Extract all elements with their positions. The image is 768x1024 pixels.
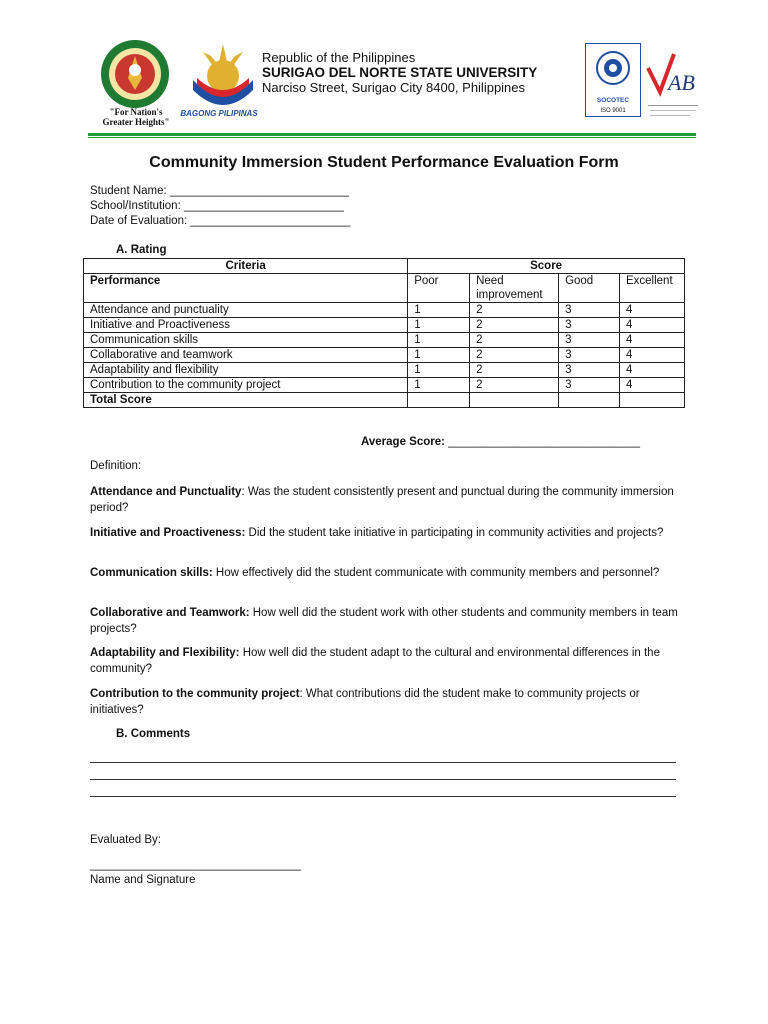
accreditation-icon [644,48,700,98]
header-divider [88,133,696,136]
table-row [84,303,685,318]
score-cell[interactable]: 4 [619,378,684,393]
section-a-heading: A. Rating [116,244,167,256]
socotec-label: SOCOTEC [596,97,630,104]
score-col-excellent: Excellent [619,274,684,303]
row-label: Collaborative and teamwork [84,348,408,363]
student-name-field[interactable]: Student Name: ____________________________ [90,185,349,197]
score-col-need-improvement: Need improvement [470,274,559,303]
definition-label: Definition: [90,460,142,472]
score-cell[interactable]: 3 [559,363,620,378]
score-cell[interactable]: 4 [619,333,684,348]
average-score[interactable] [361,436,640,448]
total-score-label: Total Score [84,393,408,408]
score-cell[interactable]: 2 [470,378,559,393]
name-signature-label: Name and Signature [90,874,196,886]
socotec-icon [586,44,640,92]
definition-attendance [90,484,690,516]
row-label: Attendance and punctuality [84,303,408,318]
definition-adaptability [90,645,690,677]
table-row [84,318,685,333]
header-address: Narciso Street, Surigao City 8400, Philippines [262,80,526,95]
total-cell[interactable] [470,393,559,408]
performance-header: Performance [84,274,408,303]
comment-line[interactable] [90,779,676,780]
definition-collaborative [90,605,690,637]
definition-term: Attendance and Punctuality [90,486,242,498]
definition-term: Communication skills: [90,567,213,579]
definition-text: How effectively did the student communicate with community members and personnel? [212,567,660,579]
total-cell[interactable] [619,393,684,408]
score-col-poor: Poor [408,274,470,303]
definition-text: How well did the student adapt to the cultural and environmental differences in the community? [90,647,660,675]
evaluated-by-label: Evaluated By: [90,834,161,846]
socotec-iso-logo [585,43,641,117]
header-text [262,50,537,95]
score-cell[interactable]: 1 [408,363,470,378]
criteria-header: Criteria [84,259,408,274]
score-cell[interactable]: 2 [470,333,559,348]
average-score-blank[interactable]: ______________________________ [448,436,641,448]
total-cell[interactable] [559,393,620,408]
score-cell[interactable]: 2 [470,363,559,378]
bagong-pilipinas-logo [180,42,266,114]
score-cell[interactable]: 4 [619,363,684,378]
definition-text: How well did the student work with other students and community members in team projects? [90,607,678,635]
score-cell[interactable]: 1 [408,348,470,363]
iso-label: ISO 9001 [600,108,626,114]
bagong-pilipinas-label: BAGONG PILIPINAS [180,109,258,118]
table-row [84,378,685,393]
score-cell[interactable]: 1 [408,303,470,318]
table-row [84,363,685,378]
signature-line[interactable]: _________________________________ [90,859,302,871]
rating-table [83,258,685,408]
form-title: Community Immersion Student Performance Evaluation Form [149,154,619,171]
score-cell[interactable]: 1 [408,333,470,348]
row-label: Adaptability and flexibility [84,363,408,378]
total-row [84,393,685,408]
score-cell[interactable]: 4 [619,348,684,363]
score-cell[interactable]: 1 [408,318,470,333]
row-label: Communication skills [84,333,408,348]
score-cell[interactable]: 4 [619,318,684,333]
motto-line1: "For Nation's [109,107,163,117]
ukas-logo [644,48,700,112]
row-label: Initiative and Proactiveness [84,318,408,333]
comment-line[interactable] [90,762,676,763]
motto [92,107,180,127]
score-col-good: Good [559,274,620,303]
score-cell[interactable]: 3 [559,303,620,318]
date-field[interactable]: Date of Evaluation: _________________________ [90,215,351,227]
definition-term: Initiative and Proactiveness: [90,527,246,539]
total-cell[interactable] [408,393,470,408]
score-cell[interactable]: 2 [470,348,559,363]
motto-line2: Greater Heights" [102,117,170,127]
score-header: Score [408,259,685,274]
definition-initiative [90,525,690,541]
definition-communication [90,565,690,581]
section-b-heading: B. Comments [116,728,191,740]
definition-text: : What contributions did the student make to community projects or initiatives? [90,688,640,716]
header-divider-thin [88,137,696,138]
definition-text: Did the student take initiative in participating in community activities and projects? [245,527,664,539]
table-row [84,348,685,363]
score-cell[interactable]: 3 [559,333,620,348]
table-row [84,333,685,348]
row-label: Contribution to the community project [84,378,408,393]
score-cell[interactable]: 3 [559,348,620,363]
definition-text: : Was the student consistently present and punctual during the community immersion period? [90,486,674,514]
score-cell[interactable]: 3 [559,318,620,333]
score-cell[interactable]: 1 [408,378,470,393]
definition-contribution [90,686,690,718]
score-cell[interactable]: 3 [559,378,620,393]
score-cell[interactable]: 4 [619,303,684,318]
school-field[interactable]: School/Institution: _________________________ [90,200,344,212]
average-score-label: Average Score: [361,436,445,448]
comment-line[interactable] [90,796,676,797]
ukas-mark: AB [668,70,695,95]
definition-term: Adaptability and Flexibility: [90,647,240,659]
header-republic: Republic of the Philippines [262,50,416,65]
definition-term: Collaborative and Teamwork: [90,607,250,619]
score-cell[interactable]: 2 [470,318,559,333]
definition-term: Contribution to the community project [90,688,300,700]
header-university: SURIGAO DEL NORTE STATE UNIVERSITY [262,65,538,80]
score-cell[interactable]: 2 [470,303,559,318]
